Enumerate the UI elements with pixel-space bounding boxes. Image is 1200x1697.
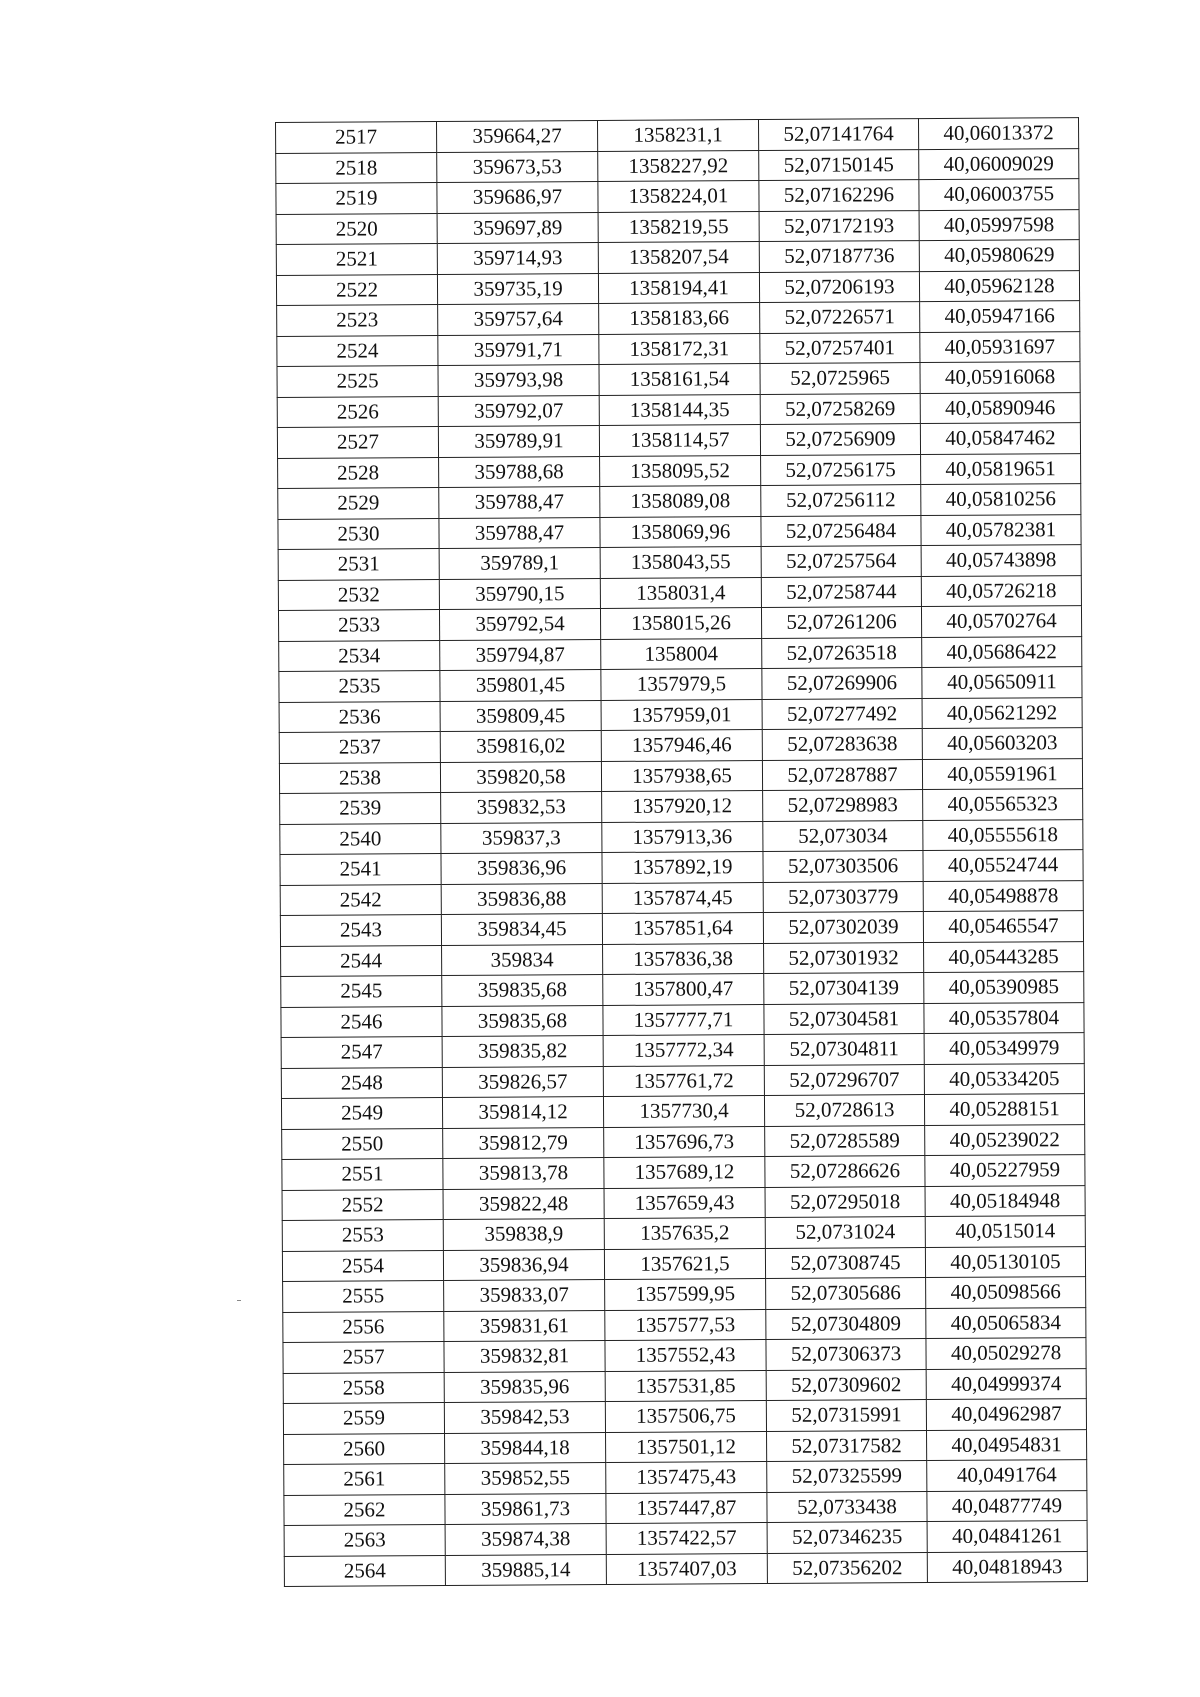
latitude-cell: 52,07317582 (767, 1430, 927, 1461)
longitude-cell: 40,05997598 (919, 209, 1079, 240)
x-coordinate-cell: 359686,97 (437, 182, 598, 213)
table-row (278, 575, 1081, 610)
y-coordinate-cell: 1358194,41 (598, 272, 759, 303)
x-coordinate-cell: 359813,78 (443, 1158, 604, 1189)
x-coordinate-cell: 359697,89 (437, 212, 598, 243)
y-coordinate-cell: 1357892,19 (602, 852, 763, 883)
point-number-cell: 2523 (277, 305, 438, 336)
latitude-cell: 52,07257564 (761, 546, 921, 577)
longitude-cell: 40,05184948 (925, 1185, 1085, 1216)
longitude-cell: 40,05726218 (921, 575, 1081, 606)
longitude-cell: 40,05227959 (925, 1155, 1085, 1186)
y-coordinate-cell: 1358089,08 (600, 486, 761, 517)
y-coordinate-cell: 1358161,54 (599, 364, 760, 395)
point-number-cell: 2536 (279, 701, 440, 732)
longitude-cell: 40,05390985 (924, 972, 1084, 1003)
y-coordinate-cell: 1357475,43 (606, 1462, 767, 1493)
point-number-cell: 2555 (283, 1280, 444, 1311)
point-number-cell: 2562 (284, 1494, 445, 1525)
y-coordinate-cell: 1357689,12 (604, 1157, 765, 1188)
latitude-cell: 52,07304581 (764, 1003, 924, 1034)
longitude-cell: 40,05847462 (920, 423, 1080, 454)
x-coordinate-cell: 359673,53 (437, 151, 598, 182)
latitude-cell: 52,07256112 (761, 485, 921, 516)
point-number-cell: 2530 (278, 518, 439, 549)
latitude-cell: 52,07286626 (765, 1156, 925, 1187)
x-coordinate-cell: 359842,53 (444, 1402, 605, 1433)
x-coordinate-cell: 359788,47 (439, 487, 600, 518)
x-coordinate-cell: 359814,12 (442, 1097, 603, 1128)
table-row (280, 911, 1083, 946)
x-coordinate-cell: 359792,54 (439, 609, 600, 640)
y-coordinate-cell: 1357621,5 (604, 1248, 765, 1279)
point-number-cell: 2520 (276, 213, 437, 244)
longitude-cell: 40,05819651 (921, 453, 1081, 484)
point-number-cell: 2533 (278, 610, 439, 641)
longitude-cell: 40,05947166 (920, 301, 1080, 332)
x-coordinate-cell: 359837,3 (441, 822, 602, 853)
longitude-cell: 40,05591961 (922, 758, 1082, 789)
x-coordinate-cell: 359836,94 (443, 1249, 604, 1280)
longitude-cell: 40,05443285 (924, 941, 1084, 972)
longitude-cell: 40,04954831 (927, 1429, 1087, 1460)
table-row (277, 331, 1080, 366)
table-row (278, 514, 1081, 549)
x-coordinate-cell: 359835,82 (442, 1036, 603, 1067)
point-number-cell: 2534 (279, 640, 440, 671)
latitude-cell: 52,07304139 (764, 973, 924, 1004)
table-row (279, 697, 1082, 732)
table-row (284, 1490, 1087, 1525)
longitude-cell: 40,06009029 (919, 148, 1079, 179)
latitude-cell: 52,07346235 (767, 1522, 927, 1553)
latitude-cell: 52,07308745 (765, 1247, 925, 1278)
y-coordinate-cell: 1357501,12 (606, 1431, 767, 1462)
x-coordinate-cell: 359834 (442, 944, 603, 975)
x-coordinate-cell: 359790,15 (439, 578, 600, 609)
longitude-cell: 40,05890946 (920, 392, 1080, 423)
latitude-cell: 52,07141764 (758, 119, 918, 150)
x-coordinate-cell: 359664,27 (437, 121, 598, 152)
point-number-cell: 2541 (280, 853, 441, 884)
point-number-cell: 2559 (283, 1402, 444, 1433)
latitude-cell: 52,07277492 (762, 698, 922, 729)
latitude-cell: 52,07305686 (766, 1278, 926, 1309)
table-row (281, 1094, 1084, 1129)
latitude-cell: 52,07295018 (765, 1186, 925, 1217)
latitude-cell: 52,07256909 (760, 424, 920, 455)
x-coordinate-cell: 359831,61 (444, 1310, 605, 1341)
longitude-cell: 40,05782381 (921, 514, 1081, 545)
table-row (282, 1185, 1085, 1220)
y-coordinate-cell: 1357552,43 (605, 1340, 766, 1371)
longitude-cell: 40,05065834 (926, 1307, 1086, 1338)
y-coordinate-cell: 1357946,46 (601, 730, 762, 761)
latitude-cell: 52,07306373 (766, 1339, 926, 1370)
x-coordinate-cell: 359836,96 (441, 853, 602, 884)
point-number-cell: 2524 (277, 335, 438, 366)
longitude-cell: 40,05650911 (922, 667, 1082, 698)
x-coordinate-cell: 359874,38 (445, 1524, 606, 1555)
table-row (282, 1155, 1085, 1190)
y-coordinate-cell: 1357959,01 (601, 699, 762, 730)
y-coordinate-cell: 1357772,34 (603, 1035, 764, 1066)
longitude-cell: 40,0491764 (927, 1460, 1087, 1491)
y-coordinate-cell: 1357874,45 (602, 882, 763, 913)
x-coordinate-cell: 359820,58 (440, 761, 601, 792)
table-row (277, 392, 1080, 427)
y-coordinate-cell: 1358172,31 (599, 333, 760, 364)
table-row (281, 972, 1084, 1007)
table-row (281, 941, 1084, 976)
longitude-cell: 40,05288151 (924, 1094, 1084, 1125)
latitude-cell: 52,0731024 (765, 1217, 925, 1248)
x-coordinate-cell: 359735,19 (437, 273, 598, 304)
y-coordinate-cell: 1357577,53 (605, 1309, 766, 1340)
y-coordinate-cell: 1357836,38 (603, 943, 764, 974)
point-number-cell: 2552 (282, 1189, 443, 1220)
table-row (283, 1307, 1086, 1342)
point-number-cell: 2518 (276, 152, 437, 183)
x-coordinate-cell: 359793,98 (438, 365, 599, 396)
table-row (284, 1551, 1087, 1586)
x-coordinate-cell: 359885,14 (445, 1554, 606, 1585)
latitude-cell: 52,07304809 (766, 1308, 926, 1339)
latitude-cell: 52,07187736 (759, 241, 919, 272)
x-coordinate-cell: 359832,53 (441, 792, 602, 823)
x-coordinate-cell: 359836,88 (441, 883, 602, 914)
latitude-cell: 52,07309602 (766, 1369, 926, 1400)
point-number-cell: 2550 (282, 1128, 443, 1159)
x-coordinate-cell: 359834,45 (441, 914, 602, 945)
longitude-cell: 40,05810256 (921, 484, 1081, 515)
latitude-cell: 52,073034 (763, 820, 923, 851)
x-coordinate-cell: 359844,18 (445, 1432, 606, 1463)
longitude-cell: 40,05686422 (922, 636, 1082, 667)
longitude-cell: 40,05098566 (926, 1277, 1086, 1308)
point-number-cell: 2538 (279, 762, 440, 793)
scan-artifact-mark (237, 1300, 241, 1301)
coordinates-table (275, 117, 1088, 1587)
table-row (278, 484, 1081, 519)
y-coordinate-cell: 1357730,4 (603, 1096, 764, 1127)
latitude-cell: 52,07283638 (762, 729, 922, 760)
x-coordinate-cell: 359833,07 (444, 1280, 605, 1311)
y-coordinate-cell: 1358004 (601, 638, 762, 669)
point-number-cell: 2558 (283, 1372, 444, 1403)
y-coordinate-cell: 1358231,1 (597, 120, 758, 151)
table-row (279, 728, 1082, 763)
longitude-cell: 40,05498878 (923, 880, 1083, 911)
latitude-cell: 52,07263518 (762, 637, 922, 668)
y-coordinate-cell: 1357506,75 (605, 1401, 766, 1432)
longitude-cell: 40,05702764 (921, 606, 1081, 637)
y-coordinate-cell: 1358219,55 (598, 211, 759, 242)
table-row (279, 758, 1082, 793)
latitude-cell: 52,07256484 (761, 515, 921, 546)
latitude-cell: 52,07301932 (764, 942, 924, 973)
x-coordinate-cell: 359789,91 (438, 426, 599, 457)
table-row (276, 270, 1079, 305)
y-coordinate-cell: 1358095,52 (600, 455, 761, 486)
x-coordinate-cell: 359838,9 (443, 1219, 604, 1250)
point-number-cell: 2519 (276, 183, 437, 214)
longitude-cell: 40,05130105 (925, 1246, 1085, 1277)
x-coordinate-cell: 359794,87 (440, 639, 601, 670)
table-row (277, 301, 1080, 336)
table-row (276, 118, 1079, 153)
x-coordinate-cell: 359714,93 (437, 243, 598, 274)
y-coordinate-cell: 1357800,47 (603, 974, 764, 1005)
x-coordinate-cell: 359835,68 (442, 975, 603, 1006)
latitude-cell: 52,0725965 (760, 363, 920, 394)
table-row (276, 148, 1079, 183)
longitude-cell: 40,04962987 (926, 1399, 1086, 1430)
point-number-cell: 2544 (281, 945, 442, 976)
table-row (282, 1216, 1085, 1251)
table-row (277, 362, 1080, 397)
y-coordinate-cell: 1358031,4 (600, 577, 761, 608)
point-number-cell: 2537 (279, 732, 440, 763)
y-coordinate-cell: 1357599,95 (605, 1279, 766, 1310)
x-coordinate-cell: 359852,55 (445, 1463, 606, 1494)
y-coordinate-cell: 1358043,55 (600, 547, 761, 578)
latitude-cell: 52,07303779 (763, 881, 923, 912)
point-number-cell: 2528 (278, 457, 439, 488)
table-row (283, 1368, 1086, 1403)
longitude-cell: 40,05565323 (923, 789, 1083, 820)
y-coordinate-cell: 1358227,92 (598, 150, 759, 181)
table-row (281, 1063, 1084, 1098)
x-coordinate-cell: 359812,79 (443, 1127, 604, 1158)
y-coordinate-cell: 1357920,12 (602, 791, 763, 822)
latitude-cell: 52,0728613 (764, 1095, 924, 1126)
table-row (276, 209, 1079, 244)
longitude-cell: 40,05334205 (924, 1063, 1084, 1094)
latitude-cell: 52,07325599 (767, 1461, 927, 1492)
longitude-cell: 40,05239022 (925, 1124, 1085, 1155)
point-number-cell: 2525 (277, 366, 438, 397)
point-number-cell: 2532 (278, 579, 439, 610)
table-row (278, 606, 1081, 641)
point-number-cell: 2521 (276, 244, 437, 275)
point-number-cell: 2546 (281, 1006, 442, 1037)
point-number-cell: 2517 (276, 122, 437, 153)
x-coordinate-cell: 359832,81 (444, 1341, 605, 1372)
latitude-cell: 52,07269906 (762, 668, 922, 699)
point-number-cell: 2542 (280, 884, 441, 915)
point-number-cell: 2547 (281, 1036, 442, 1067)
latitude-cell: 52,07287887 (762, 759, 922, 790)
y-coordinate-cell: 1357777,71 (603, 1004, 764, 1035)
latitude-cell: 52,07356202 (767, 1552, 927, 1583)
longitude-cell: 40,05349979 (924, 1033, 1084, 1064)
x-coordinate-cell: 359789,1 (439, 548, 600, 579)
latitude-cell: 52,07257401 (760, 332, 920, 363)
latitude-cell: 52,07206193 (759, 271, 919, 302)
y-coordinate-cell: 1358207,54 (598, 242, 759, 273)
longitude-cell: 40,05980629 (919, 240, 1079, 271)
longitude-cell: 40,04877749 (927, 1490, 1087, 1521)
table-row (283, 1277, 1086, 1312)
table-row (278, 545, 1081, 580)
latitude-cell: 52,07285589 (765, 1125, 925, 1156)
x-coordinate-cell: 359822,48 (443, 1188, 604, 1219)
x-coordinate-cell: 359788,47 (439, 517, 600, 548)
y-coordinate-cell: 1358144,35 (599, 394, 760, 425)
y-coordinate-cell: 1357979,5 (601, 669, 762, 700)
latitude-cell: 52,0733438 (767, 1491, 927, 1522)
table-row (279, 667, 1082, 702)
longitude-cell: 40,04999374 (926, 1368, 1086, 1399)
y-coordinate-cell: 1357531,85 (605, 1370, 766, 1401)
table-row (280, 880, 1083, 915)
x-coordinate-cell: 359835,96 (444, 1371, 605, 1402)
table-row (284, 1521, 1087, 1556)
longitude-cell: 40,0515014 (925, 1216, 1085, 1247)
y-coordinate-cell: 1358015,26 (600, 608, 761, 639)
latitude-cell: 52,07172193 (759, 210, 919, 241)
table-row (279, 636, 1082, 671)
latitude-cell: 52,07302039 (763, 912, 923, 943)
table-row (278, 453, 1081, 488)
latitude-cell: 52,07261206 (761, 607, 921, 638)
point-number-cell: 2522 (276, 274, 437, 305)
x-coordinate-cell: 359792,07 (438, 395, 599, 426)
point-number-cell: 2557 (283, 1341, 444, 1372)
latitude-cell: 52,07162296 (759, 180, 919, 211)
longitude-cell: 40,05743898 (921, 545, 1081, 576)
point-number-cell: 2526 (277, 396, 438, 427)
x-coordinate-cell: 359816,02 (440, 731, 601, 762)
point-number-cell: 2554 (282, 1250, 443, 1281)
latitude-cell: 52,07256175 (761, 454, 921, 485)
latitude-cell: 52,07315991 (766, 1400, 926, 1431)
longitude-cell: 40,05931697 (920, 331, 1080, 362)
latitude-cell: 52,07303506 (763, 851, 923, 882)
table-row (276, 179, 1079, 214)
longitude-cell: 40,05916068 (920, 362, 1080, 393)
point-number-cell: 2535 (279, 671, 440, 702)
y-coordinate-cell: 1358224,01 (598, 181, 759, 212)
longitude-cell: 40,04841261 (927, 1521, 1087, 1552)
x-coordinate-cell: 359757,64 (438, 304, 599, 335)
y-coordinate-cell: 1357422,57 (606, 1523, 767, 1554)
x-coordinate-cell: 359809,45 (440, 700, 601, 731)
point-number-cell: 2539 (280, 793, 441, 824)
longitude-cell: 40,05555618 (923, 819, 1083, 850)
table-row (282, 1246, 1085, 1281)
point-number-cell: 2529 (278, 488, 439, 519)
point-number-cell: 2531 (278, 549, 439, 580)
longitude-cell: 40,05524744 (923, 850, 1083, 881)
point-number-cell: 2548 (281, 1067, 442, 1098)
point-number-cell: 2556 (283, 1311, 444, 1342)
x-coordinate-cell: 359801,45 (440, 670, 601, 701)
y-coordinate-cell: 1358114,57 (599, 425, 760, 456)
point-number-cell: 2564 (284, 1555, 445, 1586)
point-number-cell: 2561 (284, 1463, 445, 1494)
x-coordinate-cell: 359861,73 (445, 1493, 606, 1524)
longitude-cell: 40,05357804 (924, 1002, 1084, 1033)
table-row (283, 1399, 1086, 1434)
x-coordinate-cell: 359826,57 (442, 1066, 603, 1097)
point-number-cell: 2527 (277, 427, 438, 458)
longitude-cell: 40,05962128 (919, 270, 1079, 301)
latitude-cell: 52,07296707 (764, 1064, 924, 1095)
table-row (280, 819, 1083, 854)
point-number-cell: 2563 (284, 1524, 445, 1555)
latitude-cell: 52,07298983 (763, 790, 923, 821)
table-row (282, 1124, 1085, 1159)
y-coordinate-cell: 1357407,03 (606, 1553, 767, 1584)
coordinates-table-body (276, 118, 1088, 1587)
table-row (281, 1033, 1084, 1068)
longitude-cell: 40,06003755 (919, 179, 1079, 210)
y-coordinate-cell: 1357938,65 (601, 760, 762, 791)
longitude-cell: 40,05603203 (922, 728, 1082, 759)
point-number-cell: 2549 (281, 1097, 442, 1128)
table-row (284, 1460, 1087, 1495)
table-row (277, 423, 1080, 458)
x-coordinate-cell: 359791,71 (438, 334, 599, 365)
y-coordinate-cell: 1357635,2 (604, 1218, 765, 1249)
y-coordinate-cell: 1357447,87 (606, 1492, 767, 1523)
table-row (280, 789, 1083, 824)
table-row (283, 1338, 1086, 1373)
x-coordinate-cell: 359788,68 (439, 456, 600, 487)
table-row (284, 1429, 1087, 1464)
longitude-cell: 40,05621292 (922, 697, 1082, 728)
longitude-cell: 40,05029278 (926, 1338, 1086, 1369)
point-number-cell: 2553 (282, 1219, 443, 1250)
latitude-cell: 52,07258744 (761, 576, 921, 607)
latitude-cell: 52,07150145 (759, 149, 919, 180)
table-row (281, 1002, 1084, 1037)
y-coordinate-cell: 1357851,64 (602, 913, 763, 944)
longitude-cell: 40,04818943 (927, 1551, 1087, 1582)
point-number-cell: 2545 (281, 975, 442, 1006)
longitude-cell: 40,06013372 (918, 118, 1078, 149)
point-number-cell: 2540 (280, 823, 441, 854)
latitude-cell: 52,07258269 (760, 393, 920, 424)
y-coordinate-cell: 1357913,36 (602, 821, 763, 852)
latitude-cell: 52,07226571 (760, 302, 920, 333)
table-row (276, 240, 1079, 275)
point-number-cell: 2560 (284, 1433, 445, 1464)
longitude-cell: 40,05465547 (923, 911, 1083, 942)
y-coordinate-cell: 1358183,66 (599, 303, 760, 334)
y-coordinate-cell: 1357761,72 (603, 1065, 764, 1096)
y-coordinate-cell: 1357696,73 (604, 1126, 765, 1157)
point-number-cell: 2551 (282, 1158, 443, 1189)
table-row (280, 850, 1083, 885)
latitude-cell: 52,07304811 (764, 1034, 924, 1065)
y-coordinate-cell: 1358069,96 (600, 516, 761, 547)
y-coordinate-cell: 1357659,43 (604, 1187, 765, 1218)
x-coordinate-cell: 359835,68 (442, 1005, 603, 1036)
point-number-cell: 2543 (280, 914, 441, 945)
